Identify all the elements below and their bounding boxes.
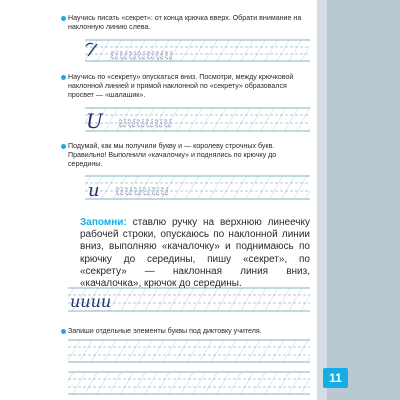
instruction-1-text: Научись писать «секрет»: от конца крючка вверх. Обрати внимание на наклонную линию слева. [68,14,302,31]
remember-label: Запомни: [80,217,127,228]
writing-row-6 [68,372,310,394]
remember-text: ставлю ручку на верхнюю линеечку рабочей строки, опускаюсь по наклонной линии вниз, выполняю «качалочку» и поднимаюсь по крючку до середины, пишу «секрет», по «секрету» — наклонная линия вниз, «качалочка», крючок до середины. [80,217,310,290]
bullet-icon [61,144,66,149]
bullet-icon [61,16,66,21]
instruction-1 [68,14,308,32]
svg-text:𝑢𝑢𝑢𝑢𝑢𝑢𝑢: 𝑢𝑢𝑢𝑢𝑢𝑢𝑢 [110,47,174,63]
svg-text:𝑢𝑢𝑢𝑢𝑢𝑢: 𝑢𝑢𝑢𝑢𝑢𝑢 [115,183,170,199]
sample-letter-row2: 𝑈 [86,109,103,133]
sample-letter-row3: 𝑢 [88,180,100,201]
instruction-3-text: Подумай, как мы получили букву и — королеву строчных букв. Правильно! Выполнили «качалочку» и поднялись по крючку до середины. [68,142,277,168]
instruction-4-text: Запиши отдельные элементы буквы под диктовку учителя. [68,327,262,335]
svg-text:𝑢𝑢𝑢𝑢𝑢𝑢: 𝑢𝑢𝑢𝑢𝑢𝑢 [118,115,173,131]
remember-box [80,217,310,290]
writing-row-5 [68,340,310,362]
instruction-2-text: Научись по «секрету» опускаться вниз. Посмотри, между крючковой наклонной линией и прямой наклонной по «секрету» образовался просвет — «шалашик». [68,73,294,99]
bullet-icon [61,75,66,80]
writing-row-4 [68,288,310,311]
bullet-icon [61,329,66,334]
instruction-4 [68,327,308,336]
writing-row-2 [85,108,310,133]
instruction-3 [68,142,308,169]
instruction-2 [68,73,308,100]
writing-row-3 [85,176,310,201]
sample-letters-row4: 𝑢𝑢𝑢𝑢 [70,292,112,311]
page-number: 11 [323,368,348,388]
writing-row-1 [85,40,310,63]
